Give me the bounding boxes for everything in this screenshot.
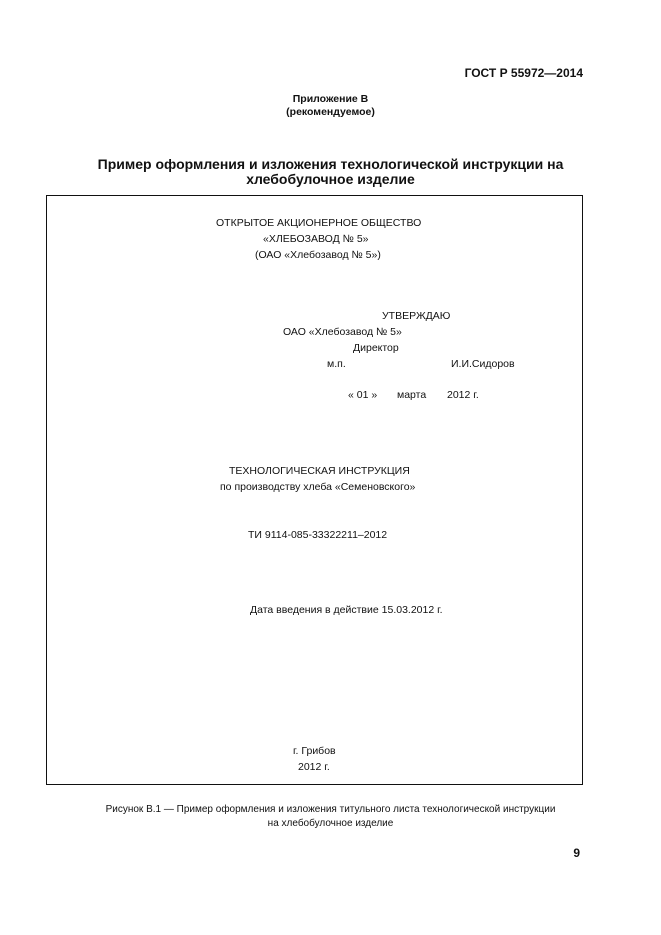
approval-month: марта bbox=[397, 389, 427, 401]
approval-organization: ОАО «Хлебозавод № 5» bbox=[283, 326, 402, 338]
organization-line-2: «ХЛЕБОЗАВОД № 5» bbox=[263, 233, 369, 245]
organization-line-1: ОТКРЫТОЕ АКЦИОНЕРНОЕ ОБЩЕСТВО bbox=[216, 217, 422, 229]
figure-caption-line-2: на хлебобулочное изделие bbox=[267, 818, 394, 829]
page-number: 9 bbox=[573, 846, 580, 860]
approval-year: 2012 г. bbox=[447, 389, 479, 401]
approval-signatory: И.И.Сидоров bbox=[451, 358, 515, 370]
approval-day: « 01 » bbox=[348, 389, 378, 401]
appendix-status: (рекомендуемое) bbox=[286, 106, 375, 118]
document-code: ТИ 9114-085-33322211–2012 bbox=[248, 529, 388, 541]
approval-position: Директор bbox=[353, 342, 399, 354]
figure-caption-line-1: Рисунок В.1 — Пример оформления и изложения титульного листа технологической инструкции bbox=[105, 804, 556, 815]
effective-date: Дата введения в действие 15.03.2012 г. bbox=[250, 604, 443, 616]
appendix-title: Приложение В bbox=[292, 93, 369, 105]
approval-title: УТВЕРЖДАЮ bbox=[382, 310, 451, 322]
place-year: 2012 г. bbox=[298, 761, 330, 773]
heading-line-2: хлебобулочное изделие bbox=[246, 171, 415, 187]
standard-number: ГОСТ Р 55972—2014 bbox=[464, 66, 583, 80]
place: г. Грибов bbox=[293, 745, 336, 757]
approval-stamp-place: м.п. bbox=[327, 358, 346, 370]
document-title: ТЕХНОЛОГИЧЕСКАЯ ИНСТРУКЦИЯ bbox=[229, 465, 410, 477]
heading-line-1: Пример оформления и изложения технологической инструкции на bbox=[97, 156, 564, 172]
document-subtitle: по производству хлеба «Семеновского» bbox=[220, 481, 416, 493]
organization-line-3: (ОАО «Хлебозавод № 5») bbox=[255, 249, 381, 261]
